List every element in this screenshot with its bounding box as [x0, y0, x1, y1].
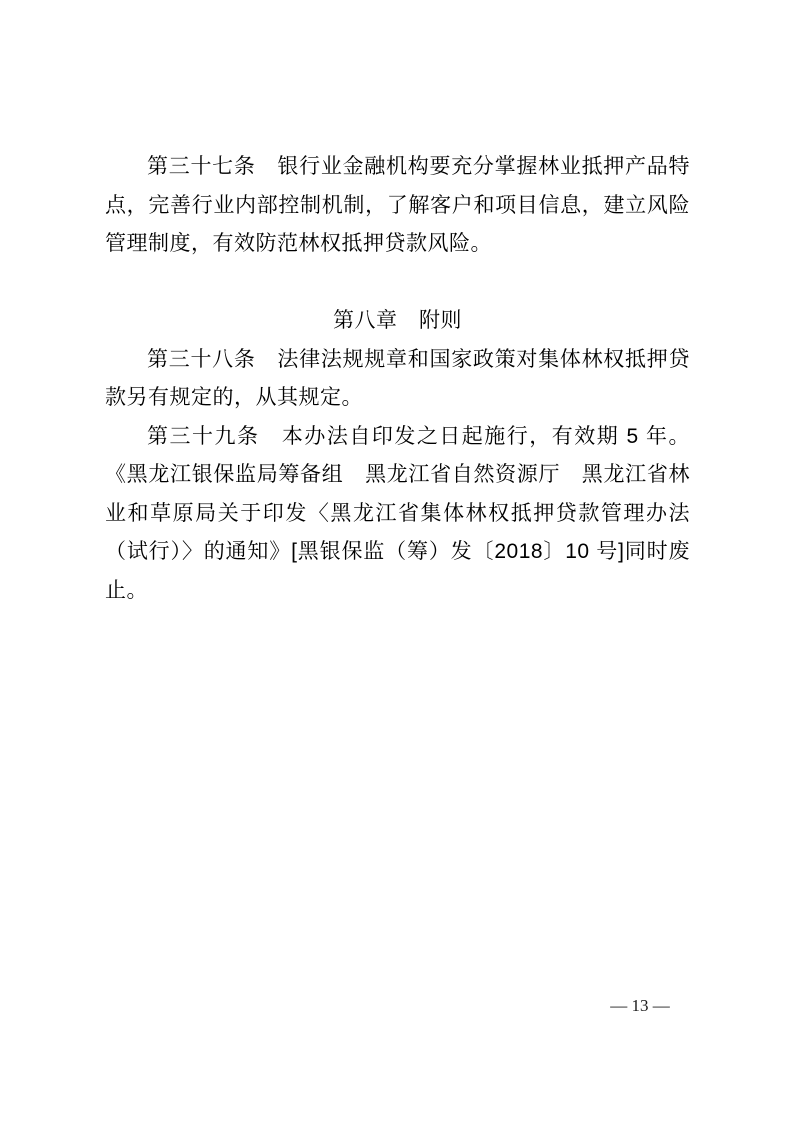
paragraph-article-37: 第三十七条 银行业金融机构要充分掌握林业抵押产品特点，完善行业内部控制机制，了解客户和项目信息，建立风险管理制度，有效防范林权抵押贷款风险。 [105, 155, 690, 255]
page-number: — 13 — [610, 996, 670, 1015]
chapter-heading-chapter-8: 第八章 附则 [333, 309, 462, 332]
document-body [105, 148, 690, 610]
paragraph-article-38: 第三十八条 法律法规规章和国家政策对集体林权抵押贷款另有规定的，从其规定。 [105, 347, 690, 409]
paragraph-article-39: 第三十九条 本办法自印发之日起施行，有效期 5 年。《黑龙江银保监局筹备组 黑龙江省自然资源厅 黑龙江省林业和草原局关于印发〈黑龙江省集体林权抵押贷款管理办法（试行）〉的通知》[黑银保监（筹）发〔2018〕10 号]同时废止。 [105, 424, 690, 602]
